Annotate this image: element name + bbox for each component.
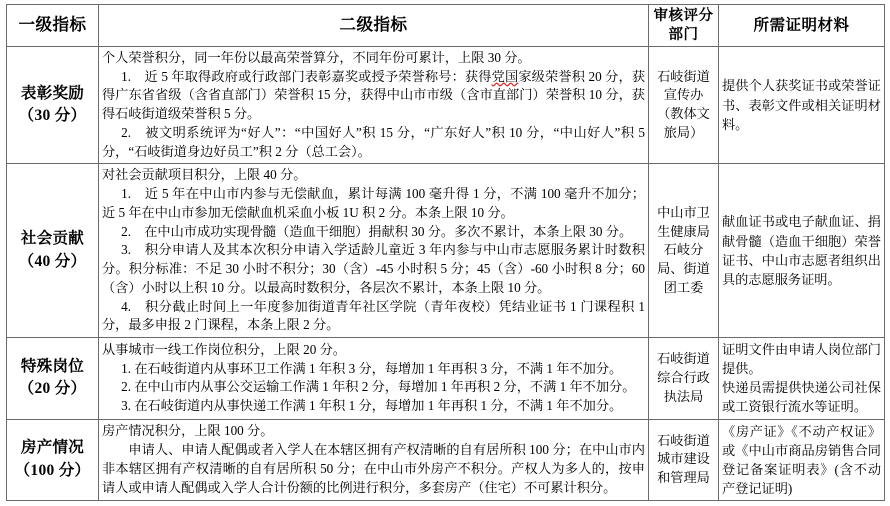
detail-item: 2. 被文明系统评为“好人”：“中国好人”积 15 分，“广东好人”积 10 分，“中山好人”积 5 分，“石岐街道身边好员工”积 2 分（总工会）。	[102, 124, 645, 159]
category-cell	[7, 419, 99, 501]
category-label: 房产情况	[20, 439, 85, 457]
detail-cell	[99, 419, 649, 501]
department-cell: 石岐街道城市建设和管理局	[649, 419, 719, 501]
category-cell	[7, 338, 99, 420]
detail-item: 2. 在中山市内从事公交运输工作满 1 年积 2 分，每增加 1 年再积 2 分，不满 1 年不加分。	[121, 379, 636, 395]
detail-item: 2. 在中山市成功实现骨髓（造血干细胞）捐献积 30 分。多次不累计，本条上限 30 分。	[121, 223, 633, 239]
table-row	[7, 47, 885, 164]
detail-cell	[99, 47, 649, 164]
column-header-level1: 一级指标	[7, 5, 99, 47]
materials-cell: 献血证书或电子献血证、捐献骨髓（造血干细胞）荣誉证书、中山市志愿者组织出具的志愿服务证明。	[719, 164, 885, 338]
detail-cell	[99, 164, 649, 338]
detail-item: 申请人、申请人配偶或者入学人在本辖区拥有产权清晰的自有居所积 100 分；在中山市内非本辖区拥有产权清晰的自有居所积 50 分；在中山市外房产不积分。产权人为多人的，按申请人或申请人配偶或入学人合计份额的比例进行积分，多套房产（住宅）不可累计积分。	[102, 442, 645, 495]
detail-intro: 房产情况积分，上限 100 分。	[102, 423, 274, 439]
category-points: （100 分）	[14, 461, 91, 479]
materials-cell: 《房产证》《不动产权证》或《中山市商品房销售合同登记备案证明表》(含不动产登记证明)	[719, 419, 885, 501]
department-cell: 石岐街道综合行政执法局	[649, 338, 719, 420]
category-points: （20 分）	[18, 380, 87, 398]
table-header	[7, 5, 885, 47]
detail-item: 4. 积分截止时间上一年度参加街道青年社区学院（青年夜校）凭结业证书 1 门课程积 1 分，最多申报 2 门课程，本条上限 2 分。	[102, 298, 645, 333]
category-label: 特殊岗位	[20, 357, 85, 375]
detail-cell	[99, 338, 649, 420]
column-header-department: 审核评分部门	[649, 5, 719, 47]
detail-item: 1. 近 5 年取得政府或行政部门表彰嘉奖或授予荣誉称号：获得党国家级荣誉积 20 分，获得广东省省级（含省直部门）荣誉积 15 分，获得中山市市级（含市直部门）荣誉积 10 分，获得石岐街道级荣誉积 5 分。	[102, 68, 646, 122]
detail-item: 1. 在石岐街道内从事环卫工作满 1 年积 3 分，每增加 1 年再积 3 分，不满 1 年不加分。	[121, 360, 623, 376]
table-row	[7, 338, 885, 420]
column-header-level2: 二级指标	[99, 5, 649, 47]
category-points: （30 分）	[18, 107, 87, 125]
department-cell: 中山市卫生健康局石岐分局、街道团工委	[649, 164, 719, 338]
table-body	[7, 47, 885, 501]
column-header-materials: 所需证明材料	[719, 5, 885, 47]
category-label: 社会贡献	[20, 230, 85, 248]
detail-item: 3. 积分申请人及其本次积分申请入学适龄儿童近 3 年内参与中山市志愿服务累计时数积分。积分标准：不足 30 小时不积分；30（含）-45 小时积 5 分；45（含）-60 小时积 8 分；60（含）小时以上积 10 分。以最高时数积分，各层次不累计，本条上限 10 分。	[102, 242, 645, 295]
table-header-row	[7, 5, 885, 47]
detail-intro: 个人荣誉积分，同一年份以最高荣誉算分，不同年份可累计，上限 30 分。	[102, 50, 531, 65]
department-cell: 石岐街道宣传办（教体文旅局）	[649, 47, 719, 164]
spellcheck-underline: 党国	[491, 68, 519, 84]
category-cell	[7, 47, 99, 164]
materials-cell: 证明文件由申请人岗位部门提供。 快递员需提供快递公司社保或工资银行流水等证明。	[719, 338, 885, 420]
score-indicator-table	[6, 4, 885, 501]
category-points: （40 分）	[18, 252, 87, 270]
detail-intro: 从事城市一线工作岗位积分，上限 20 分。	[102, 341, 346, 357]
detail-item: 3. 在石岐街道内从事快递工作满 1 年积 1 分，每增加 1 年再积 1 分，不满 1 年不加分。	[121, 398, 623, 414]
category-label: 表彰奖励	[20, 84, 85, 102]
category-cell	[7, 164, 99, 338]
table-row	[7, 419, 885, 501]
detail-item: 1. 近 5 年在中山市内参与无偿献血，累计每满 100 毫升得 1 分，不满 100 毫升不加分；近 5 年在中山市参加无偿献血机采血小板 1U 积 2 分。本条上限 10 分。	[102, 186, 645, 220]
table-row	[7, 164, 885, 338]
materials-cell: 提供个人获奖证书或荣誉证书、表彰文件或相关证明材料。	[719, 47, 885, 164]
detail-intro: 对社会贡献项目积分，上限 40 分。	[102, 167, 307, 183]
